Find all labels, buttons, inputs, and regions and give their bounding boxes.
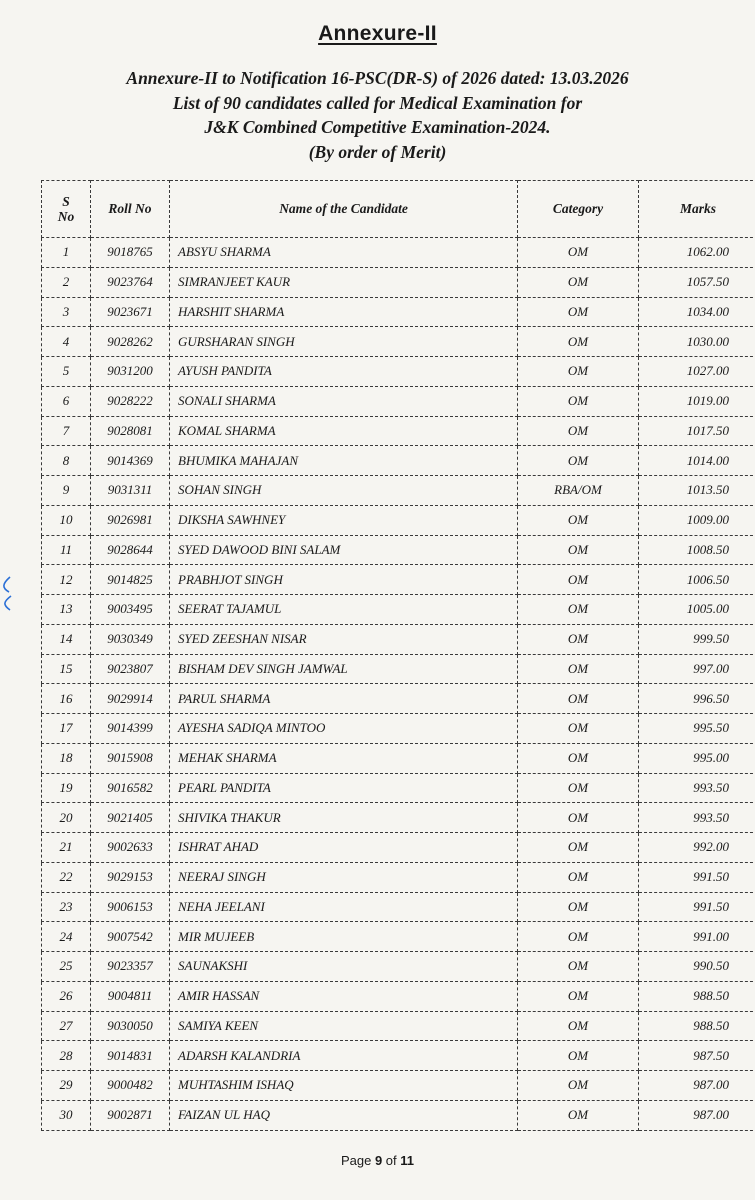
cell-category: OM: [518, 773, 639, 803]
table-row: [42, 267, 755, 297]
cell-category: OM: [518, 1100, 639, 1130]
table-row: [42, 1011, 755, 1041]
cell-marks: 993.50: [639, 773, 755, 803]
cell-candidate-name: PEARL PANDITA: [170, 773, 518, 803]
page-title: [0, 22, 755, 46]
table-row: [42, 595, 755, 625]
cell-candidate-name: PARUL SHARMA: [170, 684, 518, 714]
cell-roll-no: 9021405: [91, 803, 170, 833]
cell-roll-no: 9028644: [91, 535, 170, 565]
cell-sno: 10: [42, 505, 91, 535]
table-row: [42, 535, 755, 565]
cell-category: OM: [518, 386, 639, 416]
cell-marks: 1014.00: [639, 446, 755, 476]
cell-candidate-name: MIR MUJEEB: [170, 922, 518, 952]
cell-category: RBA/OM: [518, 476, 639, 506]
table-header: [42, 181, 755, 238]
cell-category: OM: [518, 654, 639, 684]
cell-sno: 2: [42, 267, 91, 297]
cell-candidate-name: AMIR HASSAN: [170, 981, 518, 1011]
column-header-category: Category: [518, 181, 639, 238]
cell-sno: 6: [42, 386, 91, 416]
table-row: [42, 714, 755, 744]
cell-candidate-name: MEHAK SHARMA: [170, 743, 518, 773]
cell-candidate-name: NEHA JEELANI: [170, 892, 518, 922]
cell-roll-no: 9015908: [91, 743, 170, 773]
cell-category: OM: [518, 297, 639, 327]
cell-category: OM: [518, 624, 639, 654]
merit-list-table: [41, 180, 755, 1131]
cell-roll-no: 9004811: [91, 981, 170, 1011]
page-total: 11: [400, 1153, 415, 1168]
table-row: [42, 654, 755, 684]
annexure-title: Annexure-II: [318, 22, 437, 45]
cell-candidate-name: SYED ZEESHAN NISAR: [170, 624, 518, 654]
cell-sno: 12: [42, 565, 91, 595]
column-header-sno-bottom: No: [57, 209, 75, 224]
page-prefix: Page: [340, 1153, 375, 1168]
cell-roll-no: 9023807: [91, 654, 170, 684]
cell-sno: 1: [42, 238, 91, 268]
cell-candidate-name: BISHAM DEV SINGH JAMWAL: [170, 654, 518, 684]
cell-marks: 1013.50: [639, 476, 755, 506]
cell-roll-no: 9014369: [91, 446, 170, 476]
page-current: 9: [374, 1153, 383, 1168]
column-header-name: Name of the Candidate: [170, 181, 518, 238]
cell-marks: 999.50: [639, 624, 755, 654]
cell-candidate-name: ADARSH KALANDRIA: [170, 1041, 518, 1071]
table-row: [42, 773, 755, 803]
table-row: [42, 297, 755, 327]
cell-sno: 29: [42, 1071, 91, 1101]
cell-candidate-name: BHUMIKA MAHAJAN: [170, 446, 518, 476]
cell-roll-no: 9031200: [91, 357, 170, 387]
cell-sno: 25: [42, 952, 91, 982]
cell-sno: 8: [42, 446, 91, 476]
table-row: [42, 922, 755, 952]
cell-marks: 1030.00: [639, 327, 755, 357]
cell-category: OM: [518, 267, 639, 297]
cell-marks: 1057.50: [639, 267, 755, 297]
table-row: [42, 743, 755, 773]
subtitle-line-order: (By order of Merit): [308, 141, 447, 162]
cell-roll-no: 9023764: [91, 267, 170, 297]
page-of: of: [382, 1153, 401, 1168]
cell-roll-no: 9014831: [91, 1041, 170, 1071]
cell-marks: 1006.50: [639, 565, 755, 595]
cell-sno: 7: [42, 416, 91, 446]
cell-sno: 16: [42, 684, 91, 714]
cell-roll-no: 9007542: [91, 922, 170, 952]
cell-sno: 11: [42, 535, 91, 565]
cell-marks: 987.00: [639, 1071, 755, 1101]
cell-sno: 17: [42, 714, 91, 744]
table-row: [42, 803, 755, 833]
cell-roll-no: 9031311: [91, 476, 170, 506]
cell-sno: 20: [42, 803, 91, 833]
notification-subtitle: [0, 66, 755, 164]
cell-marks: 991.00: [639, 922, 755, 952]
cell-category: OM: [518, 684, 639, 714]
table-row: [42, 1100, 755, 1130]
cell-marks: 995.00: [639, 743, 755, 773]
cell-category: OM: [518, 565, 639, 595]
cell-candidate-name: SEERAT TAJAMUL: [170, 595, 518, 625]
table-row: [42, 862, 755, 892]
cell-roll-no: 9028222: [91, 386, 170, 416]
cell-sno: 14: [42, 624, 91, 654]
cell-category: OM: [518, 952, 639, 982]
cell-category: OM: [518, 743, 639, 773]
cell-candidate-name: DIKSHA SAWHNEY: [170, 505, 518, 535]
cell-candidate-name: ABSYU SHARMA: [170, 238, 518, 268]
table-header-row: [42, 181, 755, 238]
cell-candidate-name: SOHAN SINGH: [170, 476, 518, 506]
cell-candidate-name: MUHTASHIM ISHAQ: [170, 1071, 518, 1101]
table-row: [42, 565, 755, 595]
cell-sno: 13: [42, 595, 91, 625]
pen-mark-scribble: [0, 574, 14, 614]
cell-roll-no: 9002871: [91, 1100, 170, 1130]
cell-candidate-name: PRABHJOT SINGH: [170, 565, 518, 595]
cell-marks: 993.50: [639, 803, 755, 833]
subtitle-line-exam: J&K Combined Competitive Examination-2024.: [204, 117, 551, 137]
cell-category: OM: [518, 714, 639, 744]
cell-category: OM: [518, 595, 639, 625]
table-row: [42, 952, 755, 982]
table-row: [42, 624, 755, 654]
table-row: [42, 505, 755, 535]
cell-sno: 9: [42, 476, 91, 506]
cell-marks: 1062.00: [639, 238, 755, 268]
cell-candidate-name: SAUNAKSHI: [170, 952, 518, 982]
page-number-footer: [0, 1153, 755, 1168]
table-row: [42, 476, 755, 506]
cell-sno: 23: [42, 892, 91, 922]
cell-roll-no: 9002633: [91, 833, 170, 863]
cell-sno: 18: [42, 743, 91, 773]
cell-category: OM: [518, 1011, 639, 1041]
cell-sno: 22: [42, 862, 91, 892]
cell-candidate-name: AYUSH PANDITA: [170, 357, 518, 387]
cell-marks: 988.50: [639, 981, 755, 1011]
table-row: [42, 357, 755, 387]
cell-category: OM: [518, 446, 639, 476]
cell-candidate-name: GURSHARAN SINGH: [170, 327, 518, 357]
cell-roll-no: 9018765: [91, 238, 170, 268]
cell-marks: 1005.00: [639, 595, 755, 625]
cell-marks: 992.00: [639, 833, 755, 863]
cell-marks: 1009.00: [639, 505, 755, 535]
table-row: [42, 327, 755, 357]
cell-sno: 15: [42, 654, 91, 684]
column-header-sno: [42, 181, 91, 238]
cell-marks: 990.50: [639, 952, 755, 982]
cell-sno: 3: [42, 297, 91, 327]
subtitle-line-list: List of 90 candidates called for Medical Examination for: [172, 92, 583, 113]
cell-sno: 4: [42, 327, 91, 357]
cell-marks: 988.50: [639, 1011, 755, 1041]
cell-roll-no: 9030050: [91, 1011, 170, 1041]
table-row: [42, 416, 755, 446]
cell-marks: 1017.50: [639, 416, 755, 446]
table-row: [42, 892, 755, 922]
column-header-sno-top: S: [62, 194, 70, 209]
cell-marks: 995.50: [639, 714, 755, 744]
cell-candidate-name: SAMIYA KEEN: [170, 1011, 518, 1041]
cell-category: OM: [518, 922, 639, 952]
cell-category: OM: [518, 803, 639, 833]
cell-candidate-name: SONALI SHARMA: [170, 386, 518, 416]
cell-marks: 1034.00: [639, 297, 755, 327]
cell-marks: 997.00: [639, 654, 755, 684]
cell-marks: 991.50: [639, 862, 755, 892]
table-row: [42, 238, 755, 268]
table-row: [42, 386, 755, 416]
cell-roll-no: 9026981: [91, 505, 170, 535]
cell-marks: 1027.00: [639, 357, 755, 387]
table-row: [42, 833, 755, 863]
cell-marks: 1019.00: [639, 386, 755, 416]
cell-sno: 28: [42, 1041, 91, 1071]
cell-roll-no: 9014825: [91, 565, 170, 595]
cell-category: OM: [518, 981, 639, 1011]
cell-candidate-name: FAIZAN UL HAQ: [170, 1100, 518, 1130]
cell-candidate-name: KOMAL SHARMA: [170, 416, 518, 446]
cell-category: OM: [518, 238, 639, 268]
cell-sno: 5: [42, 357, 91, 387]
cell-marks: 991.50: [639, 892, 755, 922]
cell-sno: 26: [42, 981, 91, 1011]
cell-category: OM: [518, 327, 639, 357]
cell-category: OM: [518, 357, 639, 387]
cell-candidate-name: NEERAJ SINGH: [170, 862, 518, 892]
cell-sno: 27: [42, 1011, 91, 1041]
cell-roll-no: 9006153: [91, 892, 170, 922]
cell-roll-no: 9028262: [91, 327, 170, 357]
cell-sno: 19: [42, 773, 91, 803]
table-row: [42, 446, 755, 476]
cell-candidate-name: SIMRANJEET KAUR: [170, 267, 518, 297]
column-header-marks: Marks: [639, 181, 755, 238]
cell-marks: 996.50: [639, 684, 755, 714]
table-row: [42, 1071, 755, 1101]
cell-category: OM: [518, 862, 639, 892]
cell-roll-no: 9029153: [91, 862, 170, 892]
cell-roll-no: 9014399: [91, 714, 170, 744]
cell-roll-no: 9028081: [91, 416, 170, 446]
cell-sno: 30: [42, 1100, 91, 1130]
cell-roll-no: 9030349: [91, 624, 170, 654]
cell-category: OM: [518, 1041, 639, 1071]
cell-roll-no: 9029914: [91, 684, 170, 714]
cell-category: OM: [518, 505, 639, 535]
cell-category: OM: [518, 833, 639, 863]
cell-candidate-name: AYESHA SADIQA MINTOO: [170, 714, 518, 744]
cell-category: OM: [518, 535, 639, 565]
cell-candidate-name: SHIVIKA THAKUR: [170, 803, 518, 833]
table-row: [42, 981, 755, 1011]
cell-candidate-name: ISHRAT AHAD: [170, 833, 518, 863]
cell-marks: 987.00: [639, 1100, 755, 1130]
cell-marks: 987.50: [639, 1041, 755, 1071]
table-row: [42, 684, 755, 714]
cell-candidate-name: HARSHIT SHARMA: [170, 297, 518, 327]
table-body: [42, 238, 755, 1131]
cell-marks: 1008.50: [639, 535, 755, 565]
merit-list-table-wrapper: [41, 180, 752, 1131]
cell-sno: 24: [42, 922, 91, 952]
cell-roll-no: 9000482: [91, 1071, 170, 1101]
table-row: [42, 1041, 755, 1071]
cell-roll-no: 9016582: [91, 773, 170, 803]
subtitle-line-notification: Annexure-II to Notification 16-PSC(DR-S) of 2026 dated: 13.03.2026: [126, 68, 629, 88]
cell-candidate-name: SYED DAWOOD BINI SALAM: [170, 535, 518, 565]
cell-sno: 21: [42, 833, 91, 863]
cell-category: OM: [518, 892, 639, 922]
cell-roll-no: 9023357: [91, 952, 170, 982]
cell-category: OM: [518, 1071, 639, 1101]
cell-roll-no: 9023671: [91, 297, 170, 327]
column-header-roll: Roll No: [91, 181, 170, 238]
cell-category: OM: [518, 416, 639, 446]
cell-roll-no: 9003495: [91, 595, 170, 625]
